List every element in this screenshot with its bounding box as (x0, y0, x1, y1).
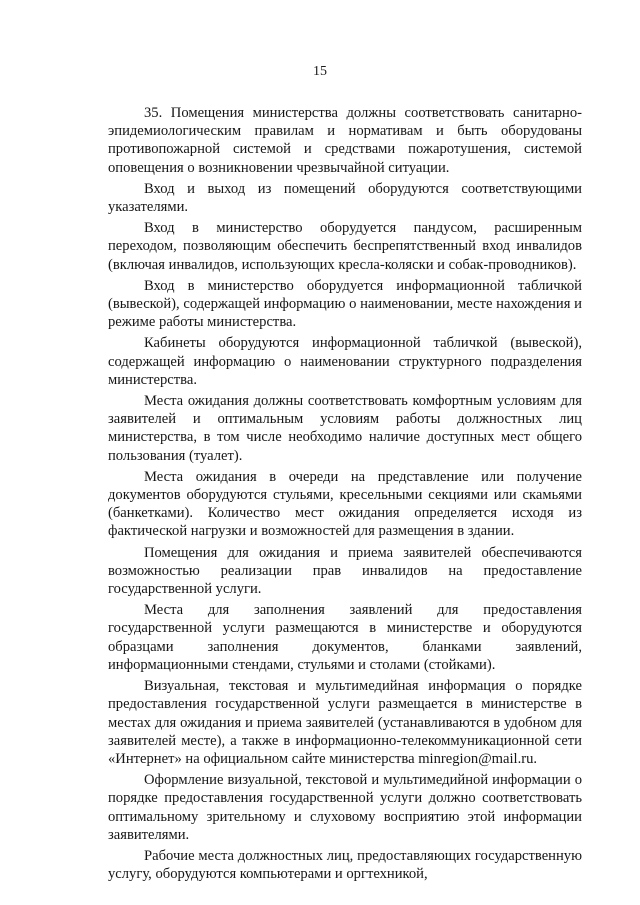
page-number: 15 (313, 64, 327, 79)
document-body (108, 104, 582, 886)
paragraph-disability-rights: Помещения для ожидания и приема заявителей обеспечиваются возможностью реализации прав инвалидов на предоставление государственной услуги. (108, 544, 582, 598)
paragraph-queue-seating: Места ожидания в очереди на представление или получение документов оборудуются стульями, кресельными секциями или скамьями (банкетками). Количество мест ожидания определяется исходя из фактической нагрузки и возможностей для размещения в здании. (108, 468, 582, 540)
paragraph-premises-requirements: 35. Помещения министерства должны соответствовать санитарно-эпидемиологическим правилам и нормативам и быть оборудованы противопожарной системой и средствами пожаротушения, системой оповещения о возникновении чрезвычайной ситуации. (108, 105, 582, 176)
paragraph-workplaces: Рабочие места должностных лиц, предоставляющих государственную услугу, оборудуются компьютерами и оргтехникой, (108, 847, 582, 883)
paragraph-entrance-signs: Вход и выход из помещений оборудуются соответствующими указателями. (108, 180, 582, 216)
paragraph-ramp-access: Вход в министерство оборудуется пандусом, расширенным переходом, позволяющим обеспечить беспрепятственный вход инвалидов (включая инвалидов, использующих кресла-коляски и собак-проводников). (108, 220, 582, 273)
paragraph-application-filling: Места для заполнения заявлений для предоставления государственной услуги размещаются в министерстве и оборудуются образцами заполнения документов, бланками заявлений, информационными стендами, стульями и столами (стойками). (108, 602, 582, 673)
paragraph-entrance-signboard: Вход в министерство оборудуется информационной табличкой (вывеской), содержащей информацию о наименовании, месте нахождения и режиме работы министерства. (108, 277, 582, 331)
paragraph-information-placement: Визуальная, текстовая и мультимедийная информация о порядке предоставления государственной услуги размещается в министерстве в местах для ожидания и приема заявителей (устанавливаются в удобном для заявителей месте), а также в информационно-телекоммуникационной сети «Интернет» на официальном сайте министерства minregion@mail.ru. (108, 678, 582, 767)
paragraph-information-design: Оформление визуальной, текстовой и мультимедийной информации о порядке предоставления государственной услуги должно соответствовать оптимальному зрительному и слуховому восприятию этой информации заявителями. (108, 772, 582, 843)
paragraph-waiting-areas: Места ожидания должны соответствовать комфортным условиям для заявителей и оптимальным условиям работы должностных лиц министерства, в том числе необходимо наличие доступных мест общего пользования (туалет). (108, 393, 582, 464)
paragraph-office-signboards: Кабинеты оборудуются информационной табличкой (вывеской), содержащей информацию о наименовании структурного подразделения министерства. (108, 335, 582, 388)
